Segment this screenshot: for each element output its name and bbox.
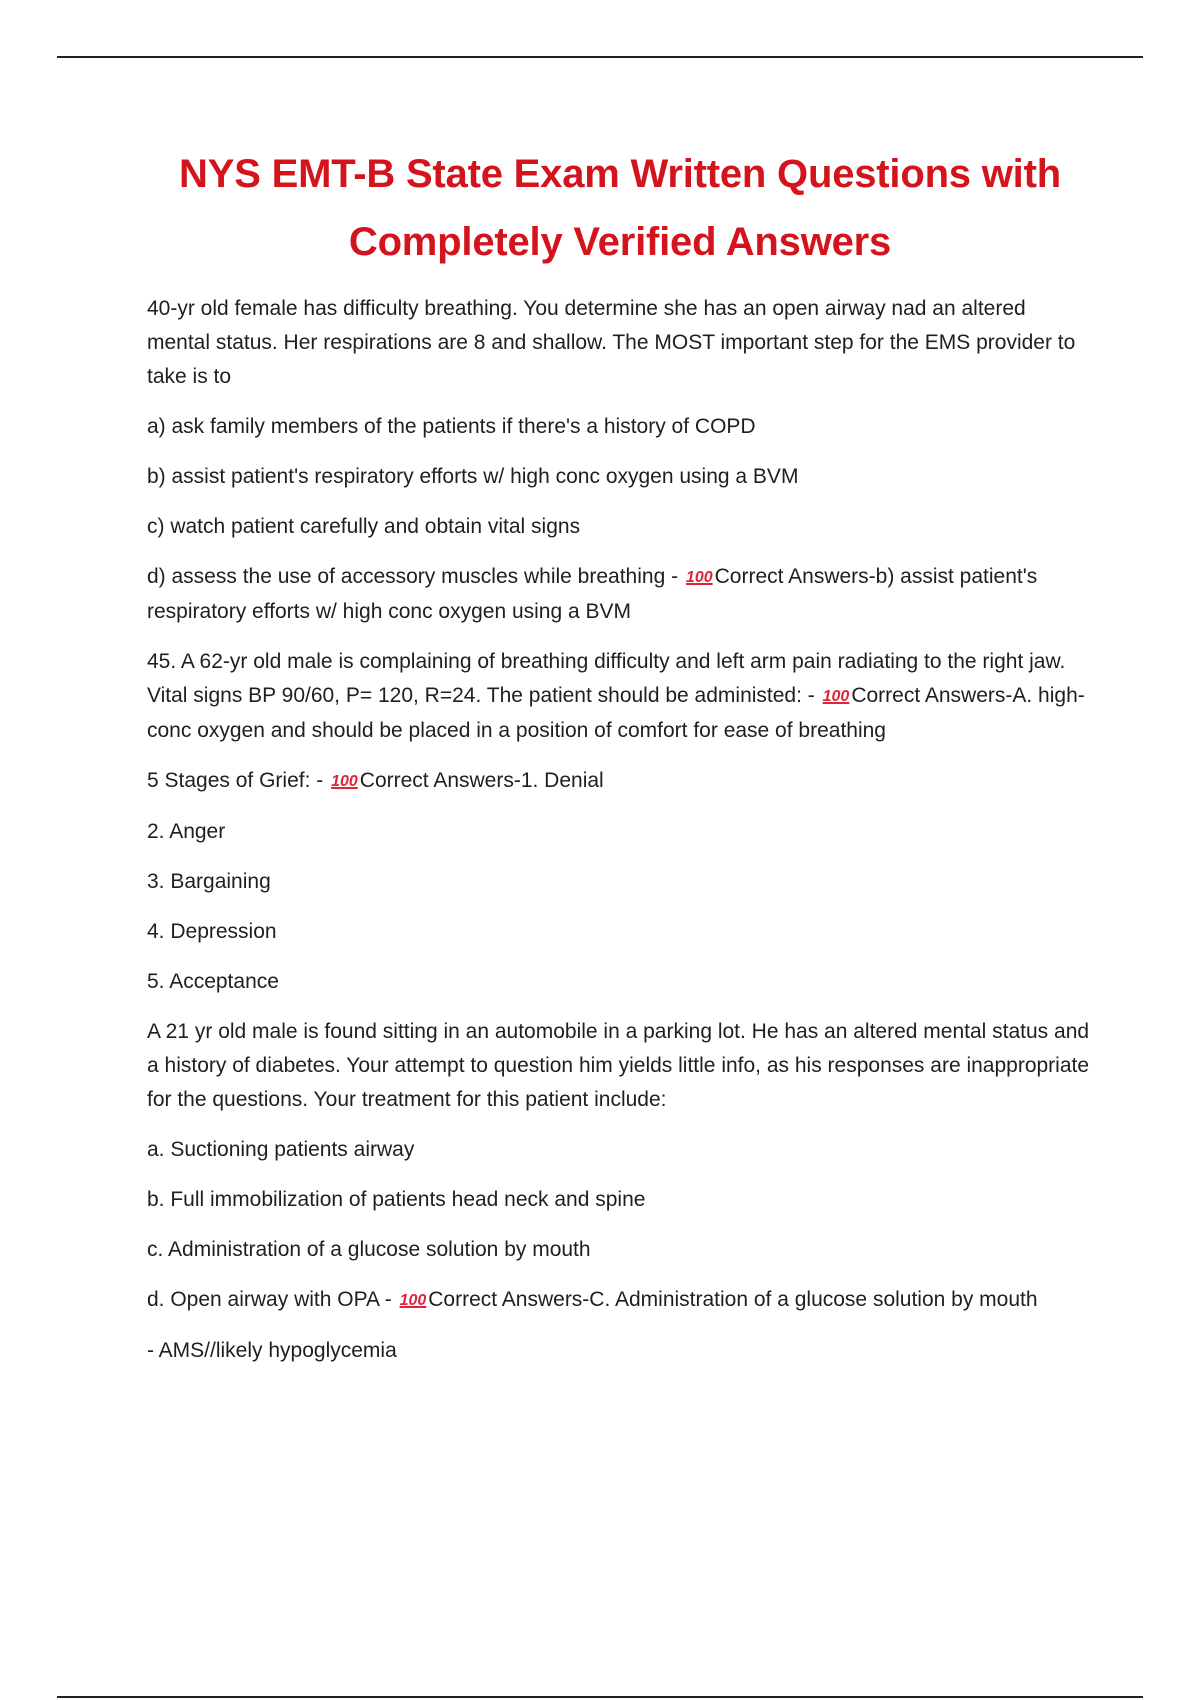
q4-correct-answer: Correct Answers-C. Administration of a glucose solution by mouth (428, 1288, 1038, 1311)
q4-stem: A 21 yr old male is found sitting in an automobile in a parking lot. He has an altered mental status and a history of diabetes. Your attempt to question him yields little info, as his responses are inappropriate for the questions. Your treatment for this patient include: (147, 1020, 1090, 1111)
q3-item-2: 2. Anger (147, 820, 226, 843)
q3-item-3: 3. Bargaining (147, 870, 271, 893)
q3-item-4: 4. Depression (147, 920, 277, 943)
document-page (147, 140, 1093, 1384)
q2-stem: 45. A 62-yr old male is complaining of breathing difficulty and left arm pain radiating to the right jaw. Vital signs BP 90/60, P= 120, R=24. The patient should be administed: - (147, 650, 1066, 707)
q1-option-c: c) watch patient carefully and obtain vital signs (147, 515, 581, 538)
document-title: NYS EMT-B State Exam Written Questions with Completely Verified Answers (179, 152, 1061, 264)
q3-correct-answer: Correct Answers-1. Denial (359, 769, 604, 792)
q3-item-5: 5. Acceptance (147, 970, 279, 993)
hundred-points-icon: 100 (685, 569, 713, 586)
hundred-points-icon: 100 (399, 1292, 427, 1309)
q3-block (147, 764, 1093, 799)
q4-option-a: a. Suctioning patients airway (147, 1138, 415, 1161)
bottom-rule (57, 1696, 1143, 1698)
q1-stem: 40-yr old female has difficulty breathing. You determine she has an open airway nad an altered mental status. Her respirations are 8 and shallow. The MOST important step for the EMS provider to take is to (147, 297, 1076, 388)
q2-correct-answer: Correct Answers-A. high-conc oxygen and should be placed in a position of comfort for ease of breathing (147, 684, 1085, 742)
q4-option-d (147, 1283, 1093, 1318)
q1-option-a: a) ask family members of the patients if there's a history of COPD (147, 415, 756, 438)
q3-stem: 5 Stages of Grief: - (147, 769, 324, 792)
q1-correct-answer: Correct Answers-b) assist patient's respiratory efforts w/ high conc oxygen using a BVM (147, 565, 1038, 623)
q2-block (147, 645, 1093, 748)
hundred-points-icon: 100 (822, 688, 850, 705)
q4-option-d-text: d. Open airway with OPA - (147, 1288, 392, 1311)
q4-option-c: c. Administration of a glucose solution by mouth (147, 1238, 591, 1261)
q1-option-d (147, 560, 1093, 629)
q1-option-b: b) assist patient's respiratory efforts w/ high conc oxygen using a BVM (147, 465, 799, 488)
top-rule (57, 56, 1143, 58)
hundred-points-icon: 100 (331, 773, 358, 790)
q4-option-b: b. Full immobilization of patients head neck and spine (147, 1188, 646, 1211)
q1-option-d-text: d) assess the use of accessory muscles while breathing - (147, 565, 679, 588)
q4-note: - AMS//likely hypoglycemia (147, 1339, 397, 1362)
